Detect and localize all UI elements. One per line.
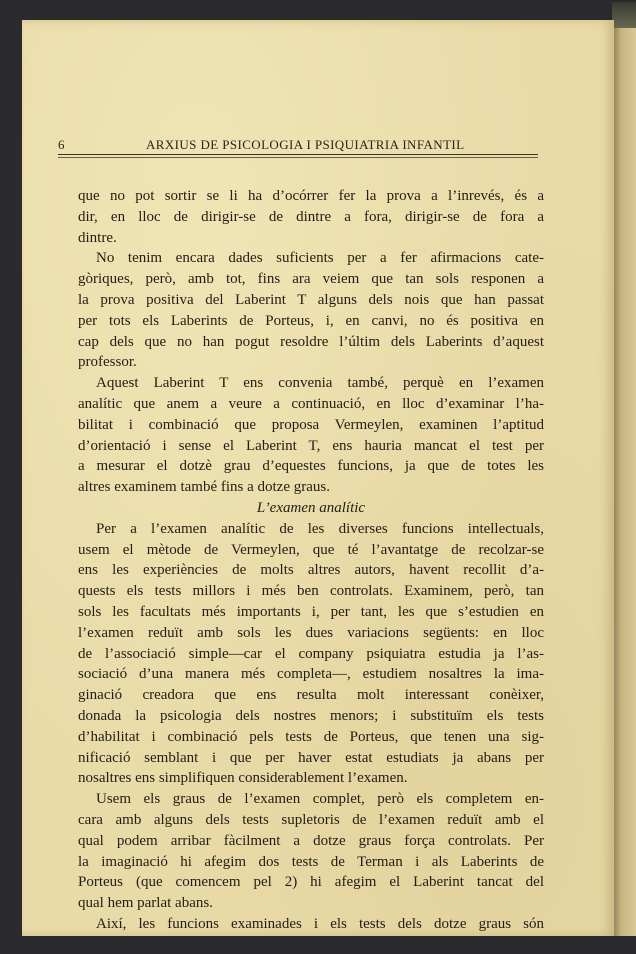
text-line: altres examinem també fins a dotze graus. (78, 479, 330, 496)
scan-background-bottom (0, 936, 636, 954)
text-line: No tenim encara dades suficients per a fer afirmacions cate- (96, 250, 544, 267)
text-line: professor. (78, 354, 137, 371)
text-line: sociació d’una manera més completa—, estudiem nosaltres la ima- (78, 666, 544, 683)
text-line: cara amb alguns dels tests supletoris de l’examen reduït amb el (78, 811, 544, 828)
text-line: usem el mètode de Vermeylen, que té l’avantatge de recolzar-se (78, 541, 544, 558)
text-line: d’habilitat i combinació pels tests de Porteus, que tenen una sig- (78, 728, 544, 745)
text-line: ginació creadora que ens resulta molt interessant conèixer, (78, 687, 544, 704)
text-line: gòriques, però, amb tot, fins ara veiem que tan sols responen a (78, 271, 544, 288)
text-line: per tots els Laberints de Porteus, i, en canvi, no és positiva en (78, 312, 544, 329)
text-line: la imaginació hi afegim dos tests de Terman i als Laberints de (78, 853, 544, 870)
page-body-text (78, 186, 544, 935)
text-line: dir, en lloc de dirigir-se de dintre a fora, dirigir-se de fora a (78, 208, 544, 225)
text-line: la prova positiva del Laberint T alguns dels nois que han passat (78, 291, 544, 308)
page-number: 6 (58, 137, 65, 152)
text-line: que no pot sortir se li ha d’ocórrer fer la prova a l’inrevés, és a (78, 188, 544, 204)
text-line: l’examen reduït amb sols les dues variacions següents: en lloc (78, 624, 544, 641)
text-line: quests els tests millors i més ben controlats. Examinem, però, tan (78, 583, 544, 600)
text-line: donada la psicologia dels nostres menors; i substituïm els tests (78, 707, 544, 724)
header-rule (58, 154, 538, 155)
text-line: nificació semblant i que per haver estat estudiats ja abans per (78, 749, 544, 766)
text-line: qual podem arribar fàcilment a dotze graus força controlats. Per (78, 832, 544, 849)
section-heading: L’examen analític (256, 499, 366, 516)
text-line: Així, les funcions examinades i els tests dels dotze graus són (96, 915, 544, 932)
text-line: nosaltres ens simplifiquen considerablement l’examen. (78, 770, 408, 787)
text-line: qual hem parlat abans. (78, 895, 213, 912)
text-line: cap dels que no han pogut resoldre l’últim dels Laberints d’aquest (78, 333, 544, 350)
text-line: Per a l’examen analític de les diverses funcions intellectuals, (96, 520, 544, 537)
text-line: Porteus (que comencem pel 2) hi afegim el Laberint tancat del (78, 874, 544, 891)
text-line: sols les facultats més importants i, per tant, les que s’estudien en (78, 603, 544, 620)
header-rule-secondary (58, 157, 538, 158)
text-line: bilitat i combinació que proposa Vermeylen, examinen l’aptitud (78, 416, 544, 433)
text-line: d’orientació i sense el Laberint T, ens hauria mancat el test per (78, 437, 544, 454)
adjacent-page-edge (612, 28, 636, 938)
text-line: de l’associació simple—car el company psiquiatra estudia ja l’as- (78, 645, 544, 662)
scan-edge-mark (612, 2, 636, 30)
text-line: Aquest Laberint T ens convenia també, perquè en l’examen (96, 375, 544, 392)
running-title: ARXIUS DE PSICOLOGIA I PSIQUIATRIA INFANTIL (146, 137, 465, 152)
text-line: Usem els graus de l’examen complet, però els completem en- (96, 791, 544, 808)
text-line: dintre. (78, 229, 117, 246)
text-line: analític que anem a veure a continuació, en lloc d’examinar l’ha- (78, 395, 544, 412)
text-line: a mesurar el dotzè grau d’equestes funcions, ja que de totes les (78, 458, 544, 475)
text-line: ens les experiències de molts altres autors, havent recollit d’a- (78, 562, 544, 579)
